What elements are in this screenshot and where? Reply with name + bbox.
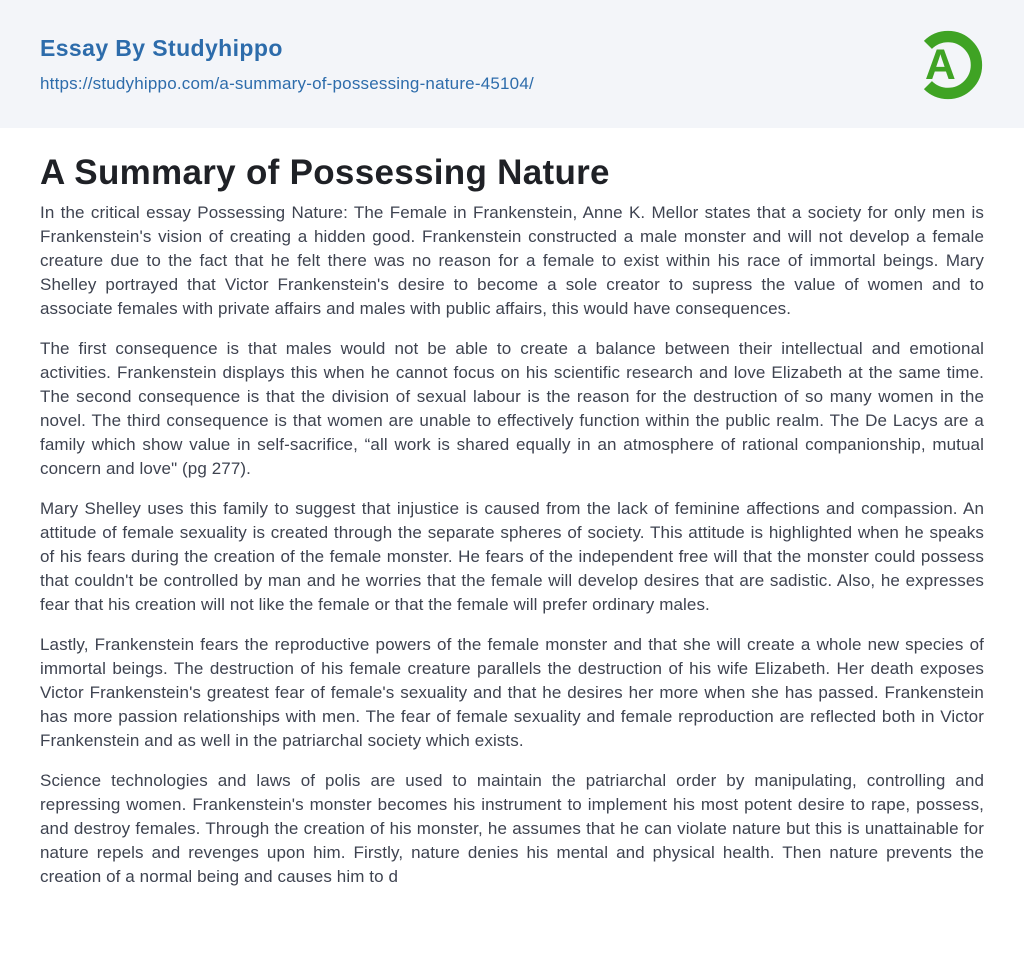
essay-paragraph-2: The first consequence is that males would not be able to create a balance between their intellectual and emotional activities. Frankenstein displays this when he cannot focus on his scientific research and love Elizabeth at the same time. The second consequence is that the division of sexual labour is the reason for the destruction of so many women in the novel. The third consequence is that women are unable to effectively function within the public realm. The De Lacys are a family which show value in self-sacrifice, “all work is shared equally in an atmosphere of rational companionship, mutual concern and love" (pg 277). [40, 339, 984, 478]
page-header [0, 0, 1024, 128]
essay-paragraph-1: In the critical essay Possessing Nature: The Female in Frankenstein, Anne K. Mellor states that a society for only men is Frankenstein's vision of creating a hidden good. Frankenstein constructed a male monster and will not develop a female creature due to the fact that he felt there was no reason for a female to exist within his race of immortal beings. Mary Shelley portrayed that Victor Frankenstein's desire to become a sole creator to supress the value of women and to associate females with private affairs and males with public affairs, this would have consequences. [40, 203, 984, 318]
essay-paragraph-4: Lastly, Frankenstein fears the reproductive powers of the female monster and that she will create a whole new species of immortal beings. The destruction of his female creature parallels the destruction of his wife Elizabeth. Her death exposes Victor Frankenstein's greatest fear of female's sexuality and that he desires her more when she has passed. Frankenstein has more passion relationships with men. The fear of female sexuality and female reproduction are reflected both in Victor Frankenstein and as well in the patriarchal society which exists. [40, 635, 984, 750]
studyhippo-logo[interactable] [912, 27, 984, 103]
source-url-link[interactable]: https://studyhippo.com/a-summary-of-possessing-nature-45104/ [40, 73, 534, 93]
essay-paragraph-3: Mary Shelley uses this family to suggest that injustice is caused from the lack of feminine affections and compassion. An attitude of female sexuality is created through the separate spheres of society. This attitude is highlighted when he speaks of his fears during the creation of the female monster. He fears of the independent free will that the monster could possess that couldn't be controlled by man and he worries that the female will develop desires that are sadistic. Also, he expresses fear that his creation will not like the female or that the female will prefer ordinary males. [40, 499, 984, 614]
site-brand: Essay By Studyhippo [40, 34, 283, 61]
essay-paragraph-5: Science technologies and laws of polis are used to maintain the patriarchal order by manipulating, controlling and repressing women. Frankenstein's monster becomes his instrument to implement his most potent desire to rape, possess, and destroy females. Through the creation of his monster, he assumes that he can violate nature but this is unattainable for nature repels and revenges upon him. Firstly, nature denies his mental and physical health. Then nature prevents the creation of a normal being and causes him to d [40, 771, 984, 886]
logo-open-ring-icon [912, 27, 984, 103]
brand-block [40, 35, 534, 94]
logo-letter: A [925, 41, 956, 90]
essay-title: A Summary of Possessing Nature [40, 153, 610, 192]
essay-content [0, 152, 1024, 889]
